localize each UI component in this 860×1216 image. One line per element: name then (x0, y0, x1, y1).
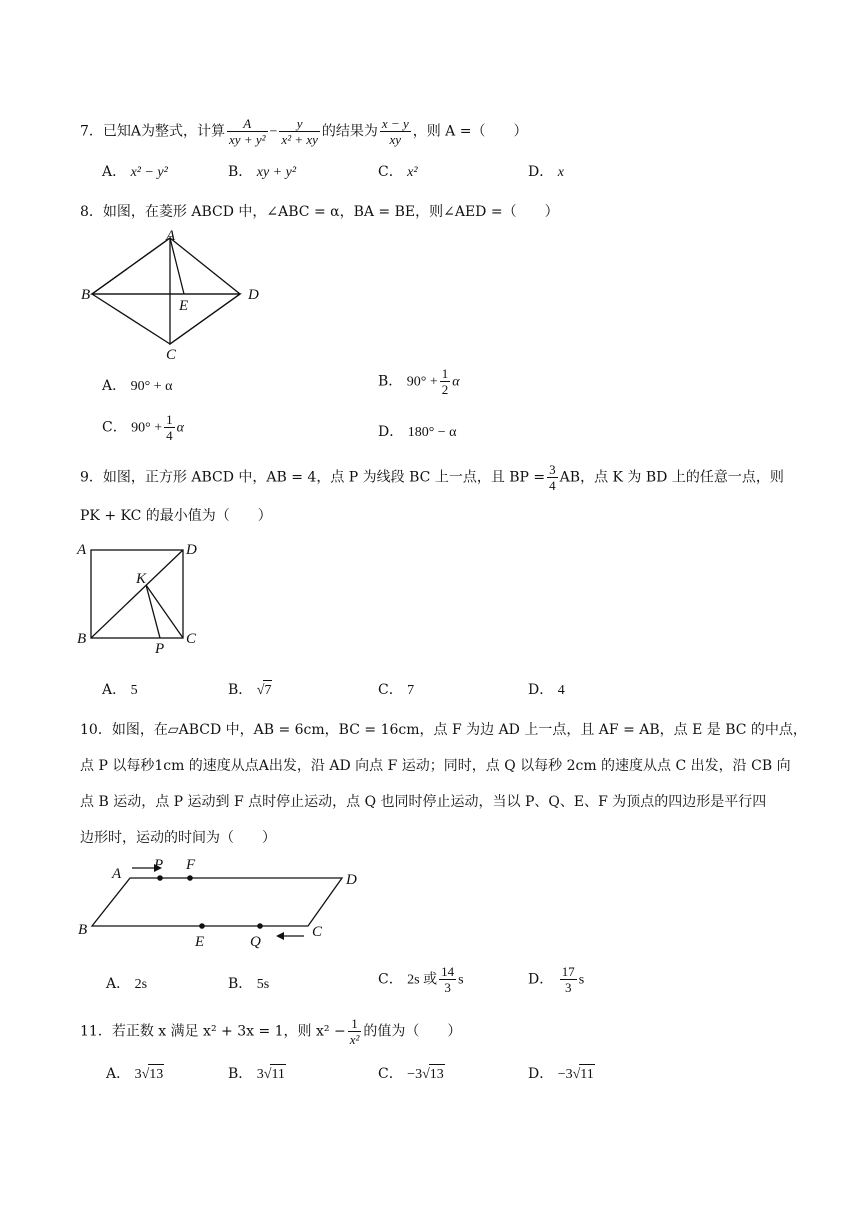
q8-label-b: B (81, 287, 91, 303)
option-value: 5 (130, 683, 138, 698)
q7-frac2-den: x² + xy (281, 132, 318, 147)
q10-label-f: F (186, 857, 196, 873)
q10-label-e: E (195, 934, 205, 950)
q10-label-a: A (112, 866, 122, 882)
frac-num: 14 (441, 964, 455, 979)
option-key: D． (378, 424, 404, 440)
option-key: A． (106, 976, 131, 992)
option-value: 7 (263, 680, 272, 701)
frac-den: 4 (166, 428, 173, 443)
option-radicand: 13 (148, 1064, 164, 1085)
q10-label-q: Q (250, 934, 261, 950)
q10-option-a (106, 974, 147, 995)
q7-option-a (102, 162, 168, 183)
q7-frac2 (279, 116, 319, 147)
option-key: D． (528, 1066, 554, 1082)
q7-mid-text: 的结果为 (321, 123, 378, 140)
frac-num: 1 (441, 366, 449, 381)
option-value-post: α (176, 420, 185, 436)
option-key: C． (378, 971, 403, 988)
sqrt-sign: √ (141, 1067, 150, 1082)
option-key: B． (378, 373, 403, 390)
q10-arrow-q-head (276, 932, 284, 940)
q9-label-c: C (186, 631, 197, 647)
option-value: 7 (407, 683, 415, 698)
option-key: D． (528, 971, 554, 988)
q8-option-c (102, 412, 184, 443)
q10-label-b: B (78, 922, 88, 938)
q10-option-c-frac (439, 964, 456, 995)
q10-point-p (157, 875, 163, 881)
option-value: 90° + (131, 420, 163, 436)
q8-segment-ae (170, 238, 184, 294)
q10-parallelogram-figure (74, 854, 374, 954)
q8-rhombus-figure (78, 226, 278, 366)
q10-label-p: P (154, 857, 164, 873)
q9-option-b (228, 680, 272, 701)
q11-frac (348, 1016, 362, 1047)
option-value-post: α (452, 374, 460, 390)
option-key: B． (228, 1066, 253, 1082)
q9-diagonal-bd (91, 550, 183, 638)
q11-option-c (378, 1064, 445, 1085)
q10-point-f (187, 875, 193, 881)
sqrt-sign: √ (572, 1067, 581, 1082)
option-coef: 3 (256, 1067, 264, 1082)
q9-segment-kc (146, 585, 183, 638)
q10-stem-line1: 10．如图，在▱ABCD 中，AB = 6cm，BC = 16cm，点 F 为边 AD 上一点，且 AF = AB，点 E 是 BC 的中点， (80, 722, 807, 738)
option-value: 180° − α (407, 425, 457, 440)
frac-den: 3 (564, 980, 572, 995)
option-value-post: s (458, 972, 464, 988)
q7-frac3-den: xy (389, 132, 402, 147)
q10-label-c: C (312, 924, 323, 940)
option-value: 90° + (406, 374, 438, 390)
frac-num: 1 (166, 412, 173, 427)
q9-label-p: P (155, 641, 165, 656)
frac-num: 1 (348, 1016, 362, 1032)
option-value: xy + y² (256, 165, 297, 180)
option-key: A． (102, 682, 127, 698)
q10-parallelogram-outline (92, 878, 342, 926)
q10-stem-line3: 点 B 运动，点 P 运动到 F 点时停止运动，点 Q 也同时停止运动，当以 P、Q、E、F 为顶点的四边形是平行四 (80, 794, 767, 810)
q8-option-c-frac (164, 412, 175, 443)
q10-option-c (378, 964, 464, 995)
q7-option-b (228, 162, 296, 183)
frac-den: 4 (549, 478, 556, 493)
option-key: C． (378, 1066, 403, 1082)
q10-point-e (199, 923, 205, 929)
q8-label-d: D (248, 287, 259, 303)
q10-point-q (257, 923, 263, 929)
option-value: x² − y² (130, 165, 168, 180)
option-value: 2s (134, 977, 148, 992)
option-key: D． (528, 682, 554, 698)
option-key: C． (378, 682, 403, 698)
q11-option-d (528, 1064, 595, 1085)
q8-rhombus-edges (92, 238, 240, 344)
option-radicand: 11 (270, 1064, 285, 1085)
option-value-post: s (578, 972, 585, 988)
option-value: 5s (256, 977, 270, 992)
option-key: D． (528, 164, 554, 180)
frac-den: 2 (441, 382, 449, 397)
q10-option-d (528, 964, 584, 995)
q10-stem-line2: 点 P 以每秒1cm 的速度从点A出发，沿 AD 向点 F 运动；同时，点 Q 以每秒 2cm 的速度从点 C 出发，沿 CB 向 (80, 758, 791, 774)
q11-stem-suffix: 的值为（ ） (363, 1023, 462, 1040)
q9-stem-line1 (80, 462, 784, 493)
q9-option-d (528, 680, 565, 701)
q10-option-d-frac (560, 964, 577, 995)
q9-stem-prefix: 9．如图，正方形 ABCD 中，AB = 4，点 P 为线段 BC 上一点，且 BP = (80, 469, 546, 486)
frac-den: x² (349, 1032, 360, 1047)
q7-frac1-num: A (227, 116, 267, 132)
option-coef: 3 (134, 1067, 142, 1082)
option-key: B． (228, 976, 253, 992)
option-radicand: 13 (429, 1064, 445, 1085)
q8-option-a (102, 376, 172, 397)
q11-option-b (228, 1064, 286, 1085)
q7-minus: − (269, 124, 278, 140)
sqrt-sign: √ (256, 683, 265, 698)
q9-square-figure (76, 538, 206, 656)
q8-option-b (378, 366, 460, 397)
q11-option-a (106, 1064, 164, 1085)
q11-stem-prefix: 11．若正数 x 满足 x² + 3x = 1，则 x² − (80, 1023, 346, 1040)
option-key: C． (102, 419, 127, 436)
q8-rhombus-outline (92, 238, 240, 344)
option-key: B． (228, 682, 253, 698)
q8-label-e: E (179, 298, 189, 314)
q7-option-d (528, 162, 564, 183)
q7-stem-suffix: ，则 A =（ ） (412, 123, 528, 140)
q7-frac1 (227, 116, 267, 147)
q7-frac3 (380, 116, 411, 147)
q8-label-a: A (166, 228, 176, 244)
q8-stem: 8．如图，在菱形 ABCD 中，∠ABC = α，BA = BE，则∠AED =（ ） (80, 204, 559, 220)
q10-label-d: D (346, 872, 357, 888)
q9-label-k: K (136, 571, 147, 587)
option-coef: −3 (407, 1067, 423, 1082)
q9-label-d: D (186, 542, 197, 558)
q10-option-b (228, 974, 269, 995)
q7-stem-prefix: 7．已知A为整式，计算 (80, 123, 226, 140)
q7-frac2-num: y (279, 116, 319, 132)
option-value: 2s 或 (407, 972, 438, 988)
frac-num: 17 (561, 964, 575, 979)
option-radicand: 11 (579, 1064, 594, 1085)
frac-den: 3 (444, 980, 451, 995)
q8-option-b-frac (440, 366, 451, 397)
sqrt-sign: √ (263, 1067, 272, 1082)
q9-segment-kp (146, 585, 160, 638)
option-key: A． (106, 1066, 131, 1082)
sqrt-sign: √ (422, 1067, 430, 1082)
q9-option-c (378, 680, 414, 701)
frac-num: 3 (549, 462, 556, 477)
q10-stem-line4: 边形时，运动的时间为（ ） (80, 830, 276, 846)
option-value: x (557, 165, 564, 180)
q7-frac3-num: x − y (381, 116, 409, 131)
option-value: 90° + α (130, 379, 173, 394)
q7-stem (80, 116, 527, 147)
option-value: x² (407, 165, 418, 180)
option-value: 4 (557, 683, 565, 698)
q9-stem-suffix: AB，点 K 为 BD 上的任意一点，则 (559, 469, 784, 486)
q9-frac (547, 462, 558, 493)
option-key: A． (102, 378, 127, 394)
q9-option-a (102, 680, 138, 701)
q8-option-d (378, 422, 457, 443)
option-key: A． (102, 164, 127, 180)
q7-option-c (378, 162, 418, 183)
q9-label-b: B (77, 631, 87, 647)
option-coef: −3 (557, 1067, 573, 1082)
q9-label-a: A (77, 542, 87, 558)
option-key: C． (378, 164, 403, 180)
q7-frac1-den: xy + y² (229, 132, 266, 147)
option-key: B． (228, 164, 253, 180)
q9-stem-line2: PK + KC 的最小值为（ ） (80, 508, 272, 524)
q8-label-c: C (166, 347, 177, 363)
q11-stem (80, 1016, 461, 1047)
